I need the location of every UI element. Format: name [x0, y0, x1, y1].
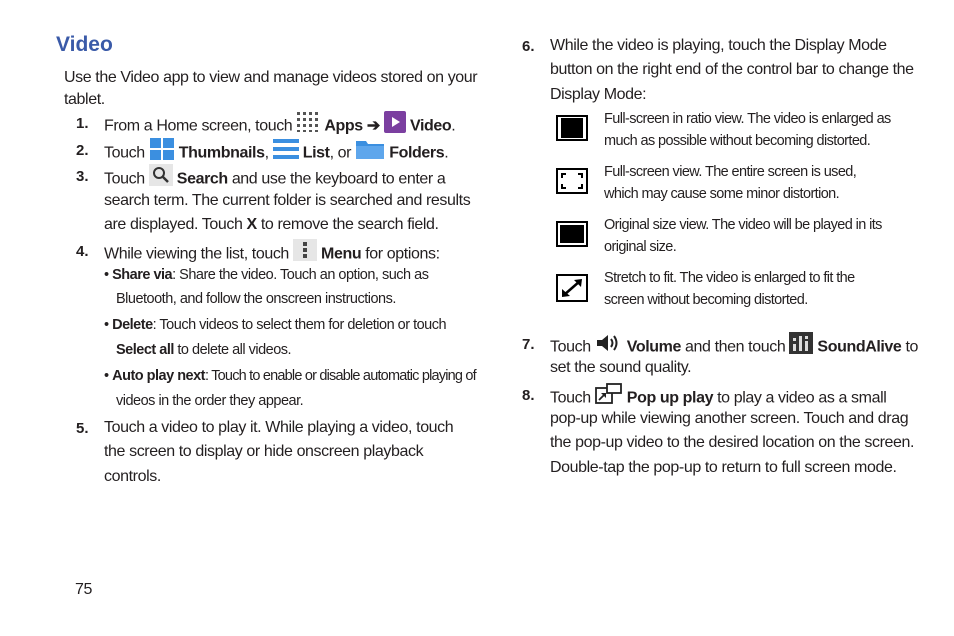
step-8-line-3: the pop-up video to the desired location on the screen. [550, 434, 915, 451]
step-3-line-2: search term. The current folder is searched and results [104, 192, 471, 209]
bullet-share-via [104, 263, 428, 288]
step-number: 2. [76, 142, 89, 159]
x-label: X [246, 216, 257, 233]
soundalive-label: SoundAlive [817, 338, 902, 356]
step-5-line-2: the screen to display or hide onscreen playback [104, 443, 424, 460]
apps-label: Apps [324, 117, 363, 135]
step-text: Touch [550, 338, 591, 356]
bullet-auto-play-next-line-2: videos in the order they appear. [116, 393, 304, 409]
mode-ratio-line-1: Full-screen in ratio view. The video is enlarged as [604, 111, 891, 127]
step-number: 5. [76, 420, 89, 437]
thumbnails-label: Thumbnails [178, 144, 265, 162]
bullet-text: : Touch to enable or disable automatic playing of [205, 368, 476, 384]
step-3-line-3 [104, 213, 439, 238]
step-7-line-2: set the sound quality. [550, 359, 692, 376]
step-6-line-3: Display Mode: [550, 86, 647, 103]
stretch-to-fit-icon [556, 274, 588, 307]
bullet-share-via-line-2: Bluetooth, and follow the onscreen instructions. [116, 291, 396, 307]
fullscreen-ratio-icon [556, 115, 588, 146]
mode-original-line-2: original size. [604, 239, 677, 255]
select-all-label: Select all [116, 342, 174, 358]
step-text: and then touch [685, 338, 786, 356]
step-text: are displayed. Touch [104, 216, 243, 233]
step-text: to remove the search field. [260, 216, 439, 233]
pop-up-play-label: Pop up play [626, 389, 714, 407]
step-number: 6. [522, 38, 535, 55]
bullet-delete-line-2 [116, 338, 291, 363]
soundalive-icon [789, 332, 813, 363]
page-title: Video [56, 33, 113, 56]
bullet-delete [104, 313, 446, 338]
intro-line-2: tablet. [64, 91, 105, 108]
bullet-auto-play-next [104, 364, 476, 389]
volume-label: Volume [626, 338, 681, 356]
mode-original-line-1: Original size view. The video will be played in its [604, 217, 882, 233]
period: . [451, 117, 456, 135]
mode-stretch-line-2: screen without becoming distorted. [604, 292, 808, 308]
or-text: , or [329, 144, 352, 162]
page-number: 75 [75, 581, 92, 598]
folders-label: Folders [389, 144, 445, 162]
step-text: to play a video as a small [717, 389, 887, 407]
apps-grid-icon [296, 111, 320, 142]
step-6-line-2: button on the right end of the control bar to change the [550, 61, 914, 78]
fullscreen-icon [556, 168, 588, 199]
bullet-dot: • [104, 267, 109, 283]
step-text: From a Home screen, touch [104, 117, 293, 135]
comma: , [264, 144, 269, 162]
step-text: Touch [104, 144, 145, 162]
step-text: Touch [550, 389, 591, 407]
step-text: and use the keyboard to enter a [231, 170, 446, 188]
mode-full-line-1: Full-screen view. The entire screen is used, [604, 164, 857, 180]
bullet-label: Delete [112, 317, 153, 333]
arrow-glyph: ➔ [366, 117, 380, 135]
step-text: for options: [365, 245, 440, 263]
video-label: Video [409, 117, 452, 135]
step-8-line-4: Double-tap the pop-up to return to full screen mode. [550, 459, 897, 476]
bullet-label: Auto play next [112, 368, 206, 384]
step-number: 1. [76, 115, 89, 132]
period: . [444, 144, 449, 162]
mode-full-line-2: which may cause some minor distortion. [604, 186, 840, 202]
bullet-label: Share via [112, 267, 173, 283]
step-text: Touch [104, 170, 145, 188]
bullet-text: : Share the video. Touch an option, such as [172, 267, 429, 283]
step-6-line-1: While the video is playing, touch the Display Mode [550, 37, 887, 54]
bullet-text: : Touch videos to select them for deletion or touch [152, 317, 447, 333]
step-text: to [905, 338, 919, 356]
intro-line-1: Use the Video app to view and manage videos stored on your [64, 69, 478, 86]
search-label: Search [176, 170, 228, 188]
list-label: List [302, 144, 330, 162]
step-number: 4. [76, 243, 89, 260]
mode-ratio-line-2: much as possible without becoming distorted. [604, 133, 871, 149]
mode-stretch-line-1: Stretch to fit. The video is enlarged to fit the [604, 270, 855, 286]
step-number: 8. [522, 387, 535, 404]
step-5-line-3: controls. [104, 468, 161, 485]
step-1 [104, 111, 455, 142]
step-text: While viewing the list, touch [104, 245, 289, 263]
bullet-dot: • [104, 368, 109, 384]
step-number: 3. [76, 168, 89, 185]
step-5-line-1: Touch a video to play it. While playing a video, touch [104, 419, 454, 436]
video-app-icon [384, 111, 406, 142]
bullet-text: to delete all videos. [177, 342, 292, 358]
step-number: 7. [522, 336, 535, 353]
step-8-line-2: pop-up while viewing another screen. Touch and drag [550, 410, 909, 427]
original-size-icon [556, 221, 588, 252]
bullet-dot: • [104, 317, 109, 333]
menu-label: Menu [321, 245, 362, 263]
